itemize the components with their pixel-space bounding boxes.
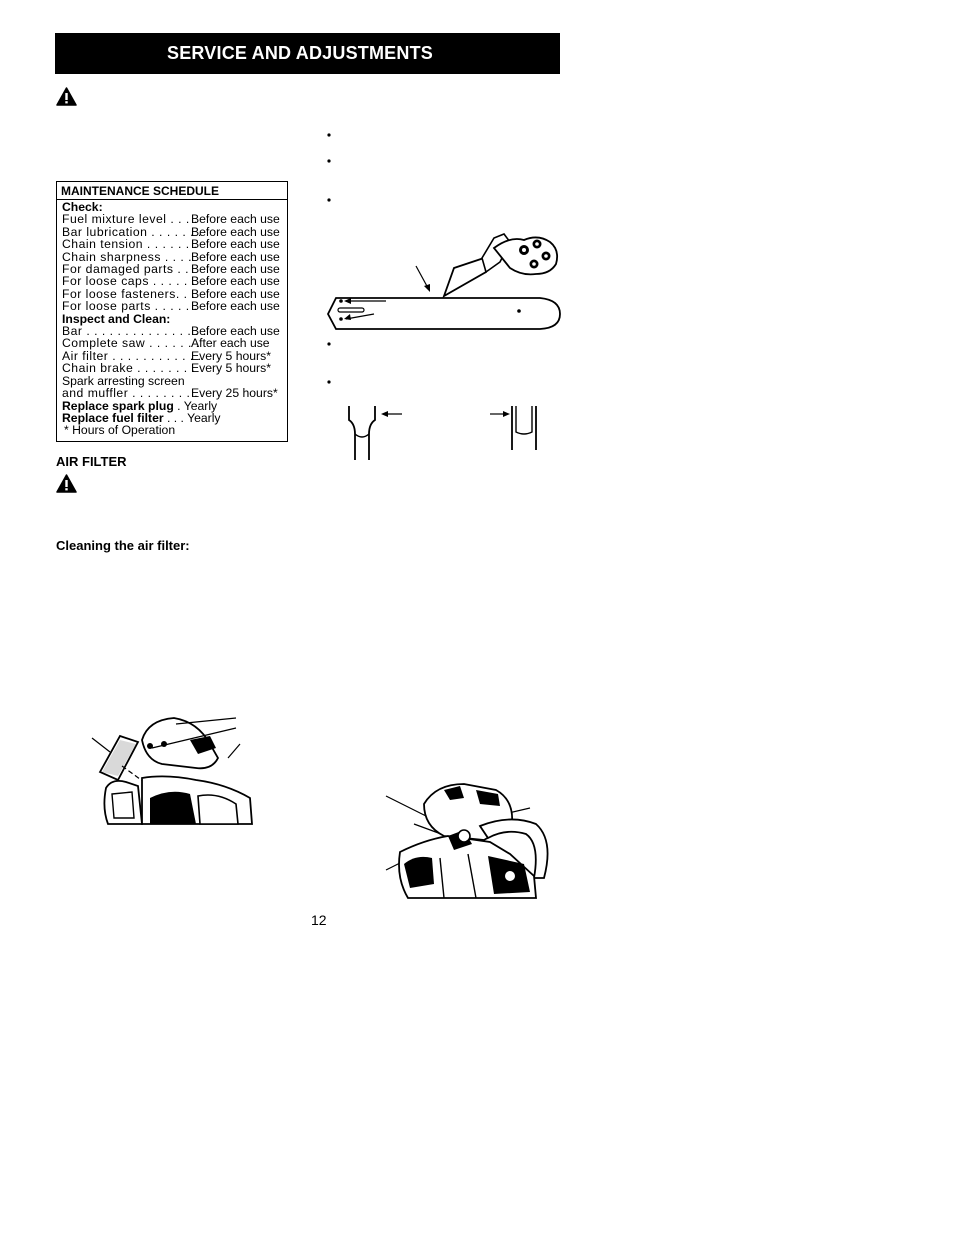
- check-heading: Check:: [62, 200, 103, 214]
- schedule-row: For damaged parts . . Before each use: [62, 262, 280, 277]
- warning-triangle-icon: [56, 474, 77, 493]
- schedule-row: Bar . . . . . . . . . . . . . . . . Before each use: [62, 324, 280, 339]
- page-title: SERVICE AND ADJUSTMENTS: [167, 43, 433, 63]
- schedule-title: MAINTENANCE SCHEDULE: [61, 184, 220, 198]
- bullet-dot: [326, 379, 332, 393]
- warning-triangle-icon: [56, 87, 77, 106]
- schedule-row: Chain brake . . . . . . . . Every 5 hours*: [62, 361, 271, 376]
- bullet-dot: [326, 197, 332, 211]
- schedule-row: For loose fasteners. . . Before each use: [62, 286, 280, 301]
- schedule-row: Bar lubrication . . . . . . . Before each use: [62, 224, 280, 239]
- bullet-dot: [326, 132, 332, 146]
- schedule-row: and muffler . . . . . . . . . Every 25 hours*: [62, 386, 278, 401]
- page-number: 12: [311, 912, 327, 928]
- worn-rail-profile-illustration: [345, 404, 405, 469]
- guide-bar-cleaning-illustration: [324, 228, 564, 353]
- schedule-row: Complete saw . . . . . . . After each use: [62, 336, 270, 351]
- section-title-bar: [55, 33, 560, 74]
- saw-top-view-illustration: [384, 780, 554, 909]
- replace-fuel-row: Replace fuel filter . . . Yearly: [62, 410, 221, 425]
- spark-row-line1: Spark arresting screen: [62, 373, 185, 388]
- footnote: * Hours of Operation: [64, 423, 176, 438]
- schedule-row: Chain tension . . . . . . . Before each use: [62, 237, 280, 252]
- schedule-row: For loose caps . . . . . . Before each use: [62, 274, 280, 289]
- schedule-row: Chain sharpness . . . . Before each use: [62, 249, 280, 264]
- schedule-header: [57, 182, 287, 200]
- schedule-row: Air filter . . . . . . . . . . . . Every 5 hours*: [62, 348, 271, 363]
- bullet-dot: [326, 158, 332, 172]
- maintenance-schedule-table: [56, 181, 288, 442]
- cleaning-air-filter-heading: Cleaning the air filter:: [56, 538, 190, 553]
- replace-plug-row: Replace spark plug . Yearly: [62, 398, 218, 413]
- air-filter-heading: AIR FILTER: [56, 454, 127, 469]
- air-filter-removal-illustration: [86, 714, 256, 833]
- schedule-body: [62, 201, 280, 437]
- correct-rail-profile-illustration: [488, 404, 548, 461]
- inspect-heading: Inspect and Clean:: [62, 311, 171, 326]
- schedule-row: Fuel mixture level . . . . Before each use: [62, 212, 280, 227]
- schedule-row: For loose parts . . . . . . Before each use: [62, 299, 280, 314]
